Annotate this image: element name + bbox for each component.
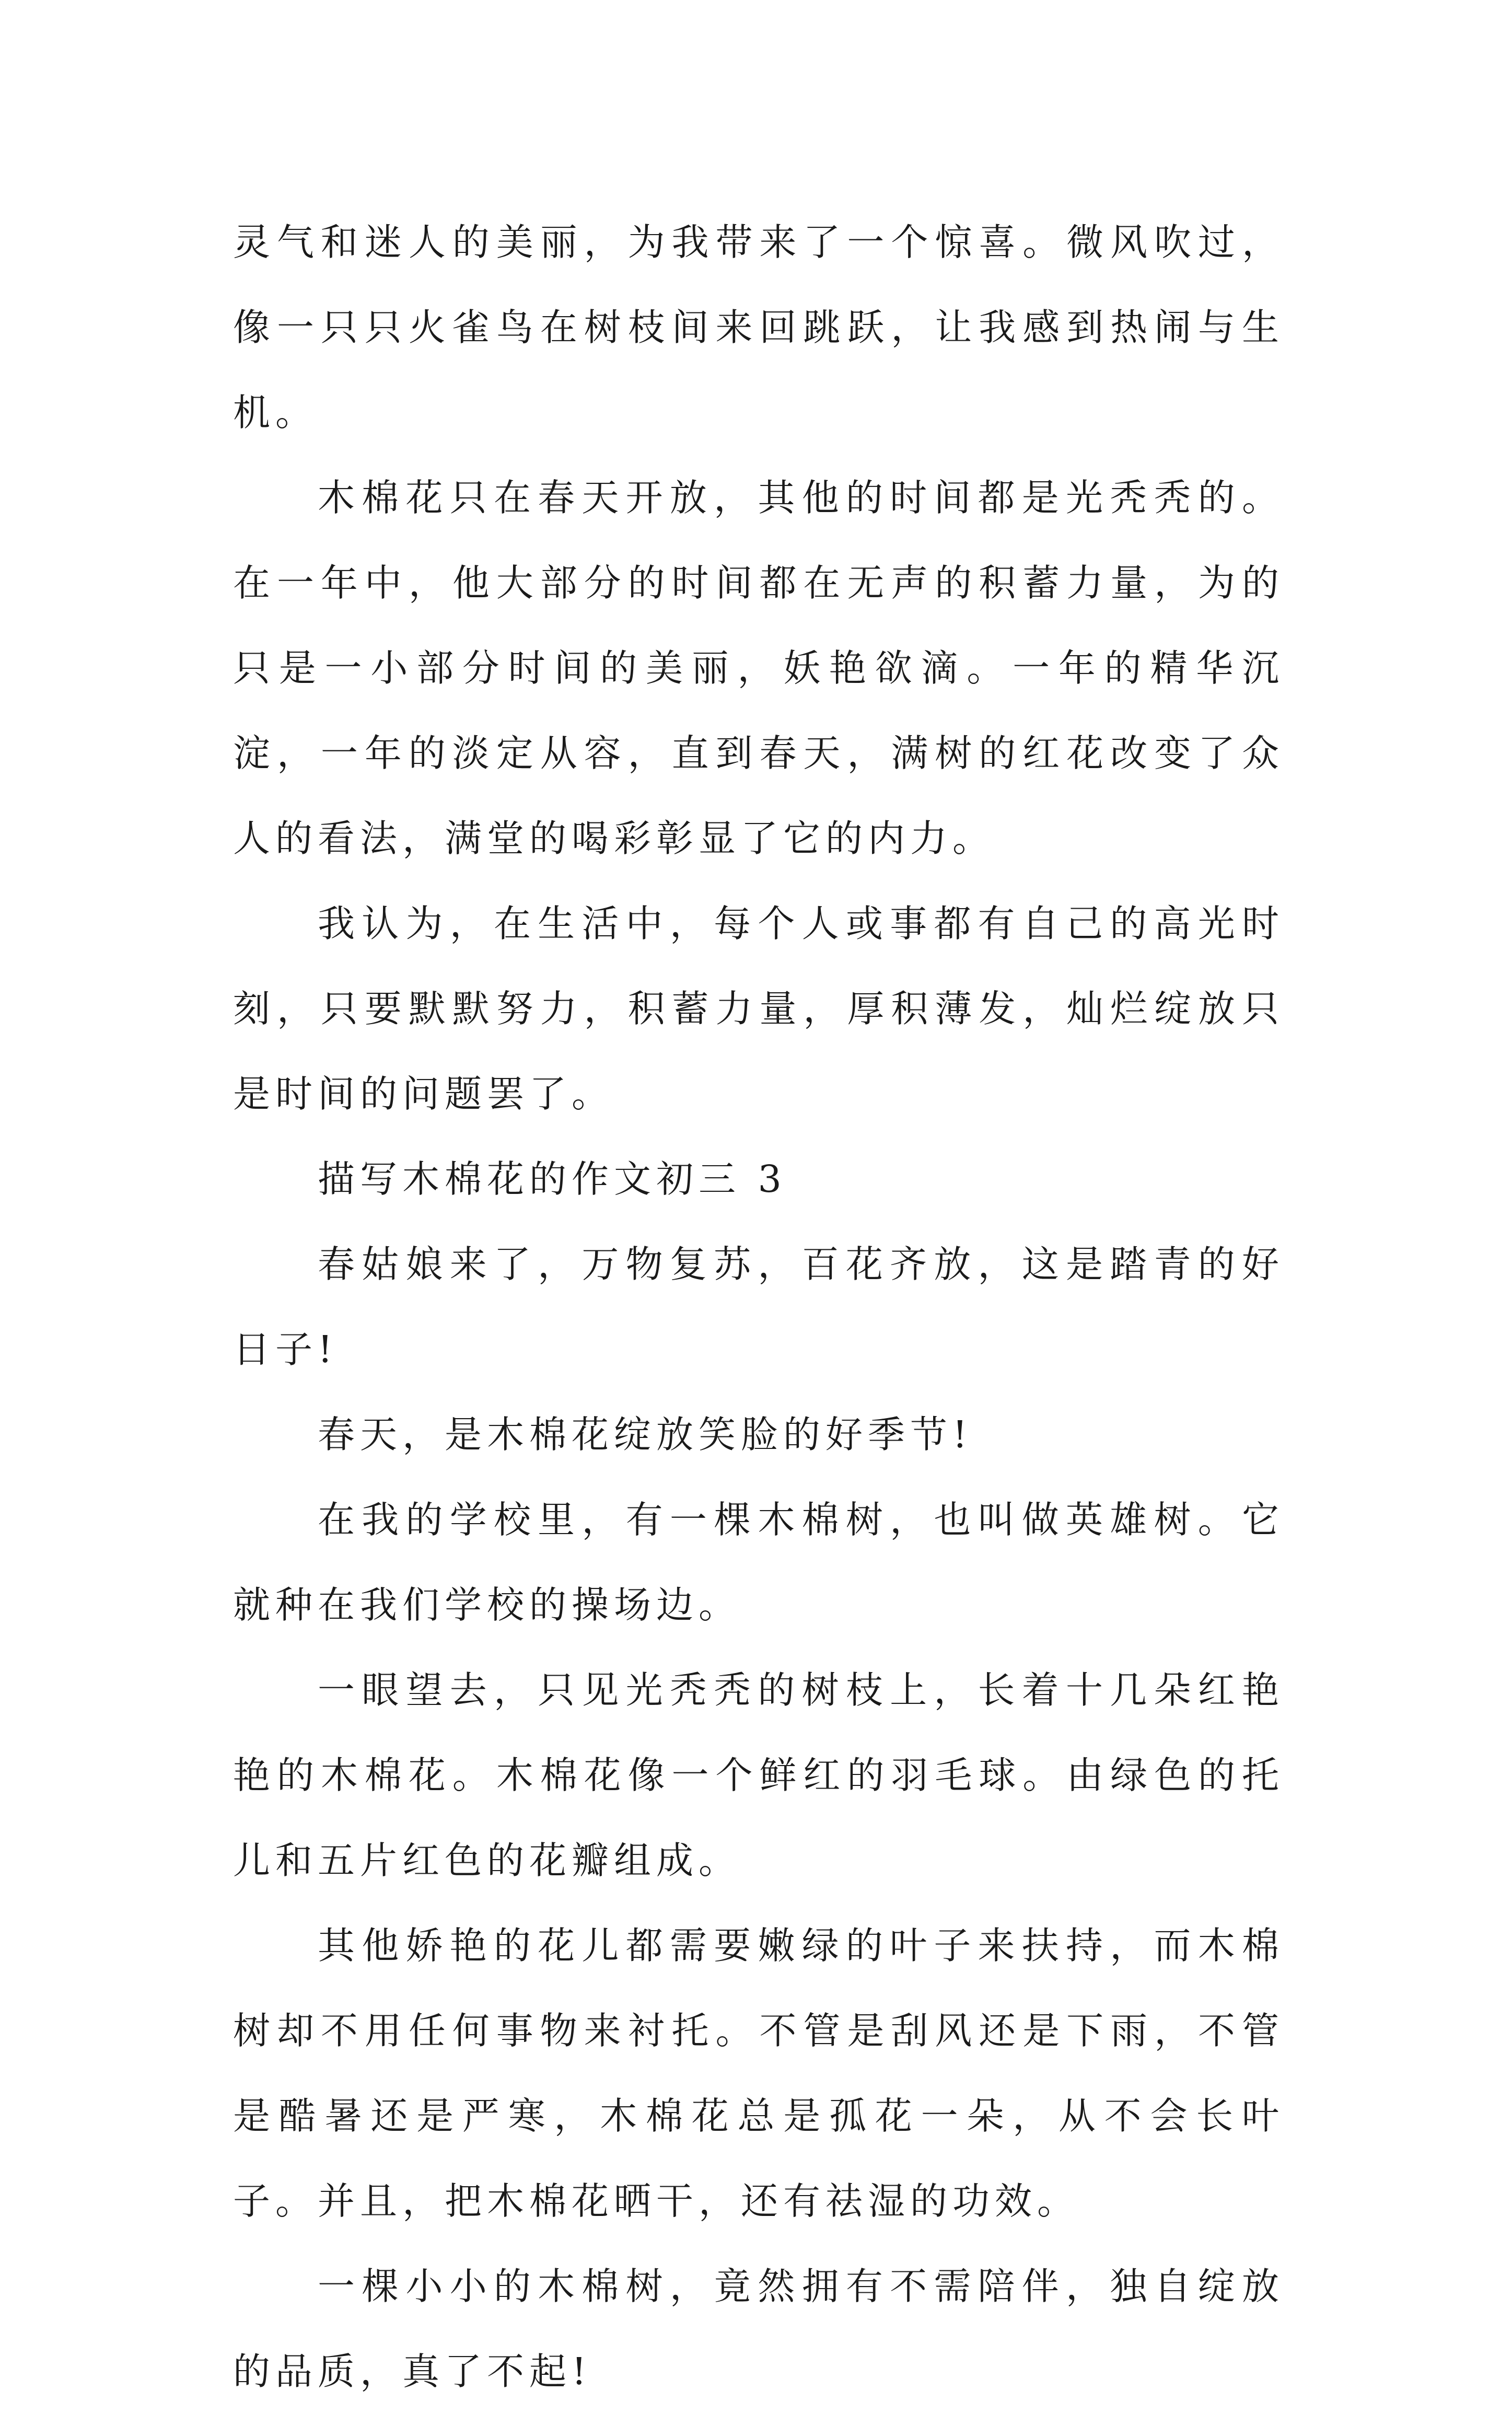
paragraph-9: 一棵小小的木棉树，竟然拥有不需陪伴，独自绽放的品质，真了不起! (233, 2265, 1284, 2393)
paragraph-6: 在我的学校里，有一棵木棉树，也叫做英雄树。它就种在我们学校的操场边。 (233, 1498, 1284, 1627)
paragraph-4: 春姑娘来了，万物复苏，百花齐放，这是踏青的好日子! (233, 1243, 1284, 1371)
section-heading: 描写木棉花的作文初三 3 (318, 1157, 787, 1201)
paragraph-3: 我认为，在生活中，每个人或事都有自己的高光时刻，只要默默努力，积蓄力量，厚积薄发，灿烂绽放只是时间的问题罢了。 (233, 902, 1284, 1116)
paragraph-8: 其他娇艳的花儿都需要嫩绿的叶子来扶持，而木棉树却不用任何事物来衬托。不管是刮风还是下雨，不管是酷暑还是严寒，木棉花总是孤花一朵，从不会长叶子。并且，把木棉花晒干，还有祛湿的功效。 (233, 1924, 1284, 2223)
paragraph-2: 木棉花只在春天开放，其他的时间都是光秃秃的。在一年中，他大部分的时间都在无声的积蓄力量，为的只是一小部分时间的美丽，妖艳欲滴。一年的精华沉淀，一年的淡定从容，直到春天，满树的红花改变了众人的看法，满堂的喝彩彰显了它的内力。 (233, 476, 1284, 860)
paragraph-5: 春天，是木棉花绽放笑脸的好季节! (318, 1413, 973, 1456)
paragraph-7: 一眼望去，只见光秃秃的树枝上，长着十几朵红艳艳的木棉花。木棉花像一个鲜红的羽毛球。由绿色的托儿和五片红色的花瓣组成。 (233, 1668, 1284, 1882)
body-text (233, 200, 1284, 2414)
paragraph-1: 灵气和迷人的美丽，为我带来了一个惊喜。微风吹过，像一只只火雀鸟在树枝间来回跳跃，让我感到热闹与生机。 (233, 220, 1284, 434)
